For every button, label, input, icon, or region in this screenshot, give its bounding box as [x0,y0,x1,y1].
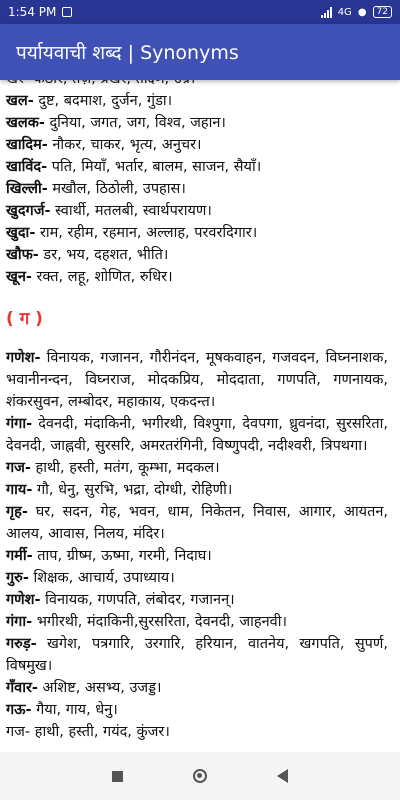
entry-synonyms: घर, सदन, गेह, भवन, धाम, निकेतन, निवास, आगार, आयतन, आलय, आवास, निलय, मंदिर। [6,504,388,542]
entry-synonyms: दुनिया, जगत, जग, विश्व, जहान। [44,115,226,131]
battery-icon: 72 [373,6,392,18]
signal-icon [321,7,332,18]
notification-icon [62,7,72,17]
synonym-entry [6,413,388,457]
entry-synonyms: गैया, गाय, धेनु। [31,702,118,718]
entry-synonyms: मखौल, ठिठोली, उपहास। [47,181,186,197]
entry-word: गणेश- [6,350,41,366]
entry-word: गाय- [6,482,33,498]
entry-word: खून- [6,269,32,285]
entry-word: खिल्ली- [6,181,48,197]
synonym-entry [6,457,388,479]
entry-word: गणेश- [6,592,41,608]
synonym-entry [6,244,388,266]
entry-synonyms: गौ, धेनु, सुरभि, भद्रा, दोग्धी, रोहिणी। [32,482,233,498]
entry-word: गर्मी- [6,548,33,564]
synonym-list[interactable] [0,80,400,752]
entry-synonyms: भगीरथी, मंदाकिनी,सुरसरिता, देवनदी, जाहनवी। [32,614,287,630]
status-time: 1:54 PM [8,5,57,19]
synonym-entry [6,479,388,501]
synonym-entry [6,347,388,413]
entry-word: खलक- [6,115,45,131]
synonym-entry [6,200,388,222]
entry-word: गरुड़- [6,636,37,652]
entry-word: गँवार- [6,680,38,696]
synonym-entry [6,178,388,200]
home-circle-icon[interactable] [193,769,207,783]
entry-word: गंगा- [6,416,33,432]
entry-synonyms: नौकर, चाकर, भृत्य, अनुचर। [47,137,202,153]
entry-synonyms: पति, मियाँ, भर्तार, बालम, साजन, सैयाँ। [47,159,262,175]
navigation-bar [0,752,400,800]
entry-word: खाविंद- [6,159,48,175]
synonym-entry [6,589,388,611]
entry-word: गऊ- [6,702,32,718]
synonym-entry [6,633,388,677]
entry-synonyms: हाथी, हस्ती, मतंग, कूम्भा, मदकल। [30,460,220,476]
synonym-entry [6,545,388,567]
entry-synonyms: डर, भय, दहशत, भीति। [38,247,169,263]
ga-entries [6,347,388,721]
entry-word: खल- [6,93,34,109]
entry-synonyms: विनायक, गणपति, लंबोदर, गजानन्। [40,592,235,608]
synonym-entry [6,266,388,288]
entry-synonyms: विनायक, गजानन, गौरीनंदन, मूषकवाहन, गजवदन, विघ्ननाशक, भवानीनन्दन, विघ्नराज, मोदकप्रिय, मोददाता, गणपति, गणनायक, शंकरसुवन, लम्बोदर, महाकाय, एकदन्त। [6,350,388,410]
entry-synonyms: रक्त, लहू, शोणित, रुधिर। [31,269,173,285]
recents-square-icon[interactable] [112,771,123,782]
entry-word: गृह- [6,504,28,520]
entry-synonyms: अशिष्ट, असभ्य, उजड्ड। [37,680,162,696]
network-type: 4G [337,6,352,18]
status-right [321,6,392,18]
entry-word: गंगा- [6,614,33,630]
partial-entry-bottom: गज- हाथी, हस्ती, गयंद, कुंजर। [6,724,170,740]
synonym-entry [6,611,388,633]
app-title: पर्यायवाची शब्द | Synonyms [16,42,239,64]
entry-synonyms: देवनदी, मंदाकिनी, भगीरथी, विश्पुगा, देवपगा, ध्रुवनंदा, सुरसरिता, देवनदी, जाह्नवी, सुरसरि, अमरतरंगिनी, विष्णुपदी, नदीश्वरी, त्रिपथगा। [6,416,388,454]
entry-word: गुरु- [6,570,29,586]
entry-synonyms: स्वार्थी, मतलबी, स्वार्थपरायण। [50,203,212,219]
synonym-entry [6,134,388,156]
synonym-entry [6,90,388,112]
status-bar [0,0,400,24]
synonym-entry [6,156,388,178]
entry-word: खुदगर्ज- [6,203,51,219]
entry-synonyms: राम, रहीम, रहमान, अल्लाह, परवरदिगार। [35,225,258,241]
entry-word: खौफ- [6,247,39,263]
kha-entries [6,90,388,288]
synonym-entry [6,112,388,134]
section-header-ga: ( ग ) [6,309,43,329]
back-triangle-icon[interactable] [277,769,288,783]
entry-synonyms: ताप, ग्रीष्म, ऊष्मा, गरमी, निदाघ। [32,548,212,564]
synonym-entry [6,501,388,545]
synonym-entry [6,567,388,589]
entry-synonyms: शिक्षक, आचार्य, उपाध्याय। [28,570,175,586]
synonym-entry [6,677,388,699]
entry-word: खादिम- [6,137,48,153]
synonym-entry [6,699,388,721]
synonym-entry [6,222,388,244]
entry-synonyms: खगेश, पत्रगारि, उरगारि, हरियान, वातनेय, खगपति, सुपर्ण, विषमुख। [6,636,388,674]
entry-synonyms: दुष्ट, बदमाश, दुर्जन, गुंडा। [33,93,173,109]
entry-word: गज- [6,460,31,476]
wifi-icon: ● [357,6,367,18]
entry-word: खुदा- [6,225,36,241]
app-bar [0,24,400,80]
